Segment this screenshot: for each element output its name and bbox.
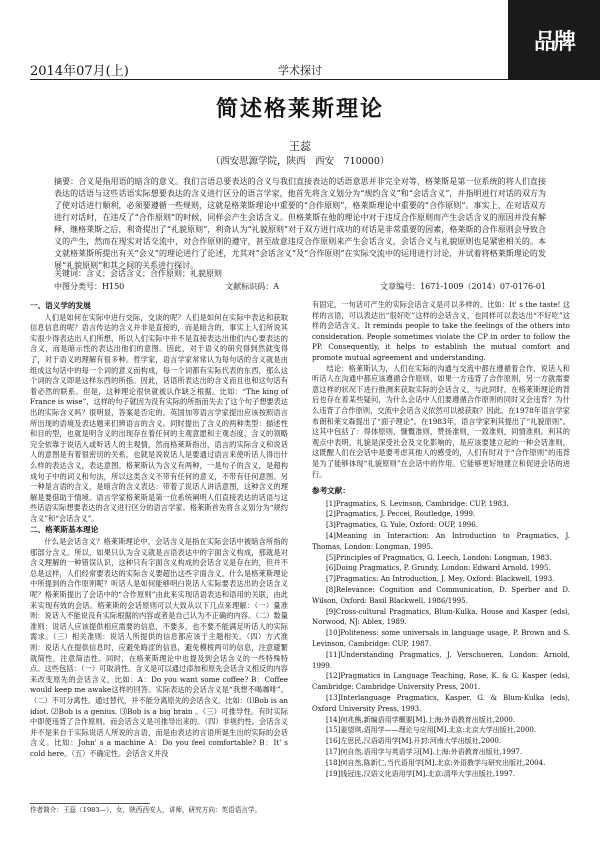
reference-item: [18]何自然,陈新仁,当代语用学[M].北京:外语教学与研究出版社,2004.	[326, 758, 546, 767]
section-heading: 一、语义学的发展	[30, 301, 91, 310]
reference-item: [9]Cross-cultural Pragmatics, Blum-Kulka, House and Kasper (eds), Norwood, NJ: Ablex, 1989.	[312, 607, 570, 627]
article-number: 文章编号：1671-1009（2014）07-0176-01	[380, 282, 546, 291]
reference-item: [19]钱冠连,汉语文化语用学[M].北京:清华大学出版社,1997.	[326, 769, 516, 778]
reference-item: [5]Principles of Pragmatics, G. Leech, London: Longman, 1983.	[326, 553, 552, 562]
abstract: 摘要：合义是指用语的暗含的意义。我们言语总要表达的合义与我们直接表达的话语意思并非完全对等，格莱斯是第一位系统的将人们直接表达的话语与这些话语实际想要表达的含义进行区分的语言学家，他首先将含义划分为“规约含义”和“会话含义”，并指明进行对话的双方为了使对话进行顺利，必须要遵循一些规则，这就是格莱斯理论中重要的“合作原则”，格莱斯理论中重要的“合作原则”。事实上，在对话双方进行对话时，在违反了“合作原则”的时候，同样会产生会话含义。但格莱斯在他的理论中对于违反合作原则而产生会话含义的原因并没有解释，继格莱斯之后，利奇提出了“礼貌原则”，利奇认为“礼貌原则”对于双方进行成功的对话是非常重要的因素，格莱斯的合作原则会导致合义的产生，然而在现实对话交流中，对合作原则的遵守，甚至故意违反合作原则来产生会话含义，会话合义与礼貌原则也是紧密相关的。本文就格莱斯所提出有关“会义”的理论进行了论述，尤其对“会话含义”及“合作原则”在实际交流中的运用进行讨论，并试着将格莱斯理论的发展“礼貌原则”和其之间的关系进行探讨。	[54, 177, 546, 270]
classification-row	[54, 281, 546, 292]
author-footnote: 作者简介：王蕊（1983—），女，陕西西安人，讲师，研究方向：英语语言学。	[30, 806, 262, 814]
clc-number: 中图分类号：H150	[54, 282, 125, 291]
reference-item: [6]Doing Pragmatics, P. Grundy, London: Edward Arnold, 1995.	[326, 564, 551, 573]
issue-date: 2014年07月(上)	[30, 64, 129, 79]
reference-item: [12]Pragmatics in Language Teaching, Rose, K. & G. Kasper (eds), Cambridge: Cambridge University Press, 2001.	[312, 672, 570, 692]
reference-item: [1]Pragmatics, S. Levinson, Cambridge: CUP, 1983.	[326, 499, 509, 508]
body-paragraph: 人们是如何在实际中进行交际，交谈的呢？人们是如何在实际中表达和获取信息信息的呢？语言传达的含义并非是直接的，而是暗含的，事实上人们所说其实很少得表达出人们所想，所以人们实际中并不是直接表达出他们内心要表达的含义，而是暗示性的表达出他们的意图。因此，对于语义的研究得到然就变得了，对于语义的理解有很多种。哲学家，语言学家常常认为每句话的含义就是由组成这句话中的每一个词的意义而构成，每一个词都有实际代表的东西，那么这个词的含义即是这样东西的所指。因此，话语所表达出的含义而且也和这句话有着必然的联系。但是，这种理论很快就被认作缺乏根据。比如：“The king of France is wise”，这样的句子就因为没有实际的所指而失去了这个句子想要表达出的实际含义吗？很明显，答案是否定的。英国加等语言学家提出应该按照语言所出现的语境及表达题来们辨语言的含义。同时提出了含义的两种类型：描述性和目的型，也就是明含义的出现存在着任何的主观意愿和主观态度，含义的领略完全依靠于说话人或听话人的主观情，然而格莱斯指出，语言的实际含义和说话人的意图是有着很密切的关系，也就是说说话人是要通过语言来使听话人得出什么样的表达含义，表达意图。格莱斯认为含义有两种，一是句子的含义，是超构成句子中的词义和句法，所以这类含义不带有任何的意义，不带有任何意图。另一种是言语的含义，是暗含的含义表达：带着了说话人讲话意图，这种含义的理解是要借助于情境。语言学家格莱斯是第一位系统阐明人们直接表达的话语与这些话语实际想要表达的含义进行区分的语言学家。格莱斯首先将含义划分为“规约含义”和“会话含义”。	[30, 312, 288, 523]
body-column-left	[30, 300, 288, 760]
reference-item: [10]Politeness: some universals in language usage, P. Brown and S. Levinson, Cambridge: CUP, 1987.	[312, 629, 570, 649]
keywords: 关键词：含义；会话含义；合作原则；礼貌原则	[54, 269, 222, 278]
reference-item: [7]Pragmatics: An Introduction, J. Mey, Oxford: Blackwell, 1993.	[326, 575, 555, 584]
body-paragraph: 有固定，一句话可产生的实际会话含义是可以多样的。比如：It' s the taste! 这样的言语，可以表达出“很好吃”这样的会话含义，也同样可以表达出“不好吃”这样的会话含义。It reminds people to take the feelings of the others into consideration. People sometimes violate the CP in order to follow the PP. Consequently, it helps to establish the mutual comfort and promote mutual agreement and understanding.	[312, 300, 570, 362]
footnote-rule	[30, 803, 150, 804]
reference-item: [16]左思民,汉语语用学[M].开封:河南大学出版社,2000.	[326, 737, 502, 746]
reference-item: [13]Interlanguage Pragmatics, Kasper, G. & Blum-Kulka (eds), Oxford University Press, 1993.	[312, 694, 570, 713]
reference-item: [4]Meaning in Interaction: An Introduction to Pragmatics, J. Thomas, London: Longman, 1995.	[312, 532, 570, 551]
header-rule	[30, 79, 570, 80]
document-code: 文献标识码：A	[225, 282, 280, 291]
reference-item: [8]Relevance: Cognition and Communication, D. Sperber and D. Wilson, Oxford: Basil Blackwell, 1986/1995.	[312, 586, 570, 605]
journal-logo	[508, 0, 600, 80]
body-paragraph: 什么是会话含义？格莱斯理论中，会话含义是指在实际会话中被暗含所指的那部分含义。所以，如果只认为含义就是言语表达中的字面含义构成，那就是对含义理解的一种错误认识，这种只有字面含义构成的会话含义是存在的，但并不总是这样，人们经常要表达的实际含义要超出这些字面含义。什么是格莱斯理论中所提到的合作原则呢？听话人是如何能够明白说话人实际要表达出的会话含义呢？格莱斯提出了会话中的“合作原则”由此来实现话语表达和语用的关联，由此来实现有效的会话。格莱斯的会话原则可以大致从以下几点来理解：（一）量准则：说话人不能说没有实际根据的内容或者是自己认为不正确的内容。（二）数量准则：说话人应该提供相应需要的信息，不要多，也不要不能满足听话人的实际需求。（三）相关准则：说话人所提供的信息都应该于主题相关。（四）方式准则：说话人在提供信息时，应避免晦涩的信息，避免模棱两可的信息，注意避繁就简性，注意简洁性。同时，在格莱斯理论中也提及到会话含义的一些特殊特点。这些包括：（一）可取消性。含义是可以通过添加和原先会话含义相反的内容来改变原先的会话含义，比如：A：Do you want some coffee? B：Coffee would keep me awake这样的回答。实际表达的会话含义是“我想不喝咖啡”。（二）不可分离性。通过替代，并不能分离原先的会话含义。比如：⑴Bob is an idiot. ⑵Bob is a genius. ⑶Bob is a big brain 。（三）可推导性。有时实际中即使违背了合作原则，而会话含义是可推导出来的。（四）非规约性。会话含义并不是来自于实际说话人所说的言语，而是由表达的言语所诞生出的实际的会话含义。比如：John' s a machine A：Do you feel comfortable? B：It' s cold here。（五）不确定性。会话含义并没	[30, 537, 288, 758]
section-heading: 二、格莱斯基本理论	[30, 525, 99, 535]
reference-item: [11]Understanding Pragmatics, J. Verschueren, London: Arnold, 1999.	[312, 650, 570, 670]
author-affiliation: （西安思源学院，陕西 西安 710000）	[210, 156, 390, 167]
body-paragraph: 结论：格莱斯认为，人们在实际的沟通与交流中都在遵循着合作，说话人和听话人在沟通中都应该遵循合作原则，如果一方违背了合作原则，另一方就需要意这样的状况下进行推测来获取实际的会话含义，与此同时，在格莱斯理论的背后也存在着某些疑问，为什么会话中人们要遵循合作原则的同时又会违背？为什么违背了合作原则，交流中会话含义依然可以被获取？因此，在1978年语言学家布朗和莱文森提出了“面子理论”。在1983年，语言学家利其提出了“礼貌原则”。这其中包括了：得体原则，慷慨准则，赞扬准则，一致准则，同情准则。利其的观点中表明，礼貌是深受社会及文化影响的，是应该要建立起的一种会话准则，这既醒人们在会话中是要考虑其他人的感受的，人们有时对于“合作原则”的违背是为了能够体现“礼貌原则”在会话中的作用。它能够更好地建立和促进会话的进行。	[312, 363, 570, 479]
body-column-right	[312, 300, 570, 779]
author-name: 王蕊	[289, 140, 311, 153]
article-title: 简述格莱斯理论	[215, 96, 384, 122]
reference-item: [14]何兆熊,新编语用学概要[M].上海:外语教育出版社,2000.	[326, 715, 516, 724]
reference-item: [17]何自然,语用学与英语学习[M].上海:外语教育出版社,1997.	[326, 748, 523, 757]
reference-item: [2]Pragmatics, J. Peccei, Routledge, 1999.	[326, 510, 476, 519]
journal-logo-text: 品牌	[533, 29, 574, 55]
reference-item: [15]姜望琪,语用学——理论与应用[M].北京:北京大学出版社,2000.	[326, 726, 537, 735]
reference-item: [3]Pragmatics, G. Yule, Oxford: OUP, 1996.	[326, 521, 478, 530]
references-heading: 参考文献：	[312, 486, 350, 496]
section-name: 学术探讨	[278, 64, 322, 77]
